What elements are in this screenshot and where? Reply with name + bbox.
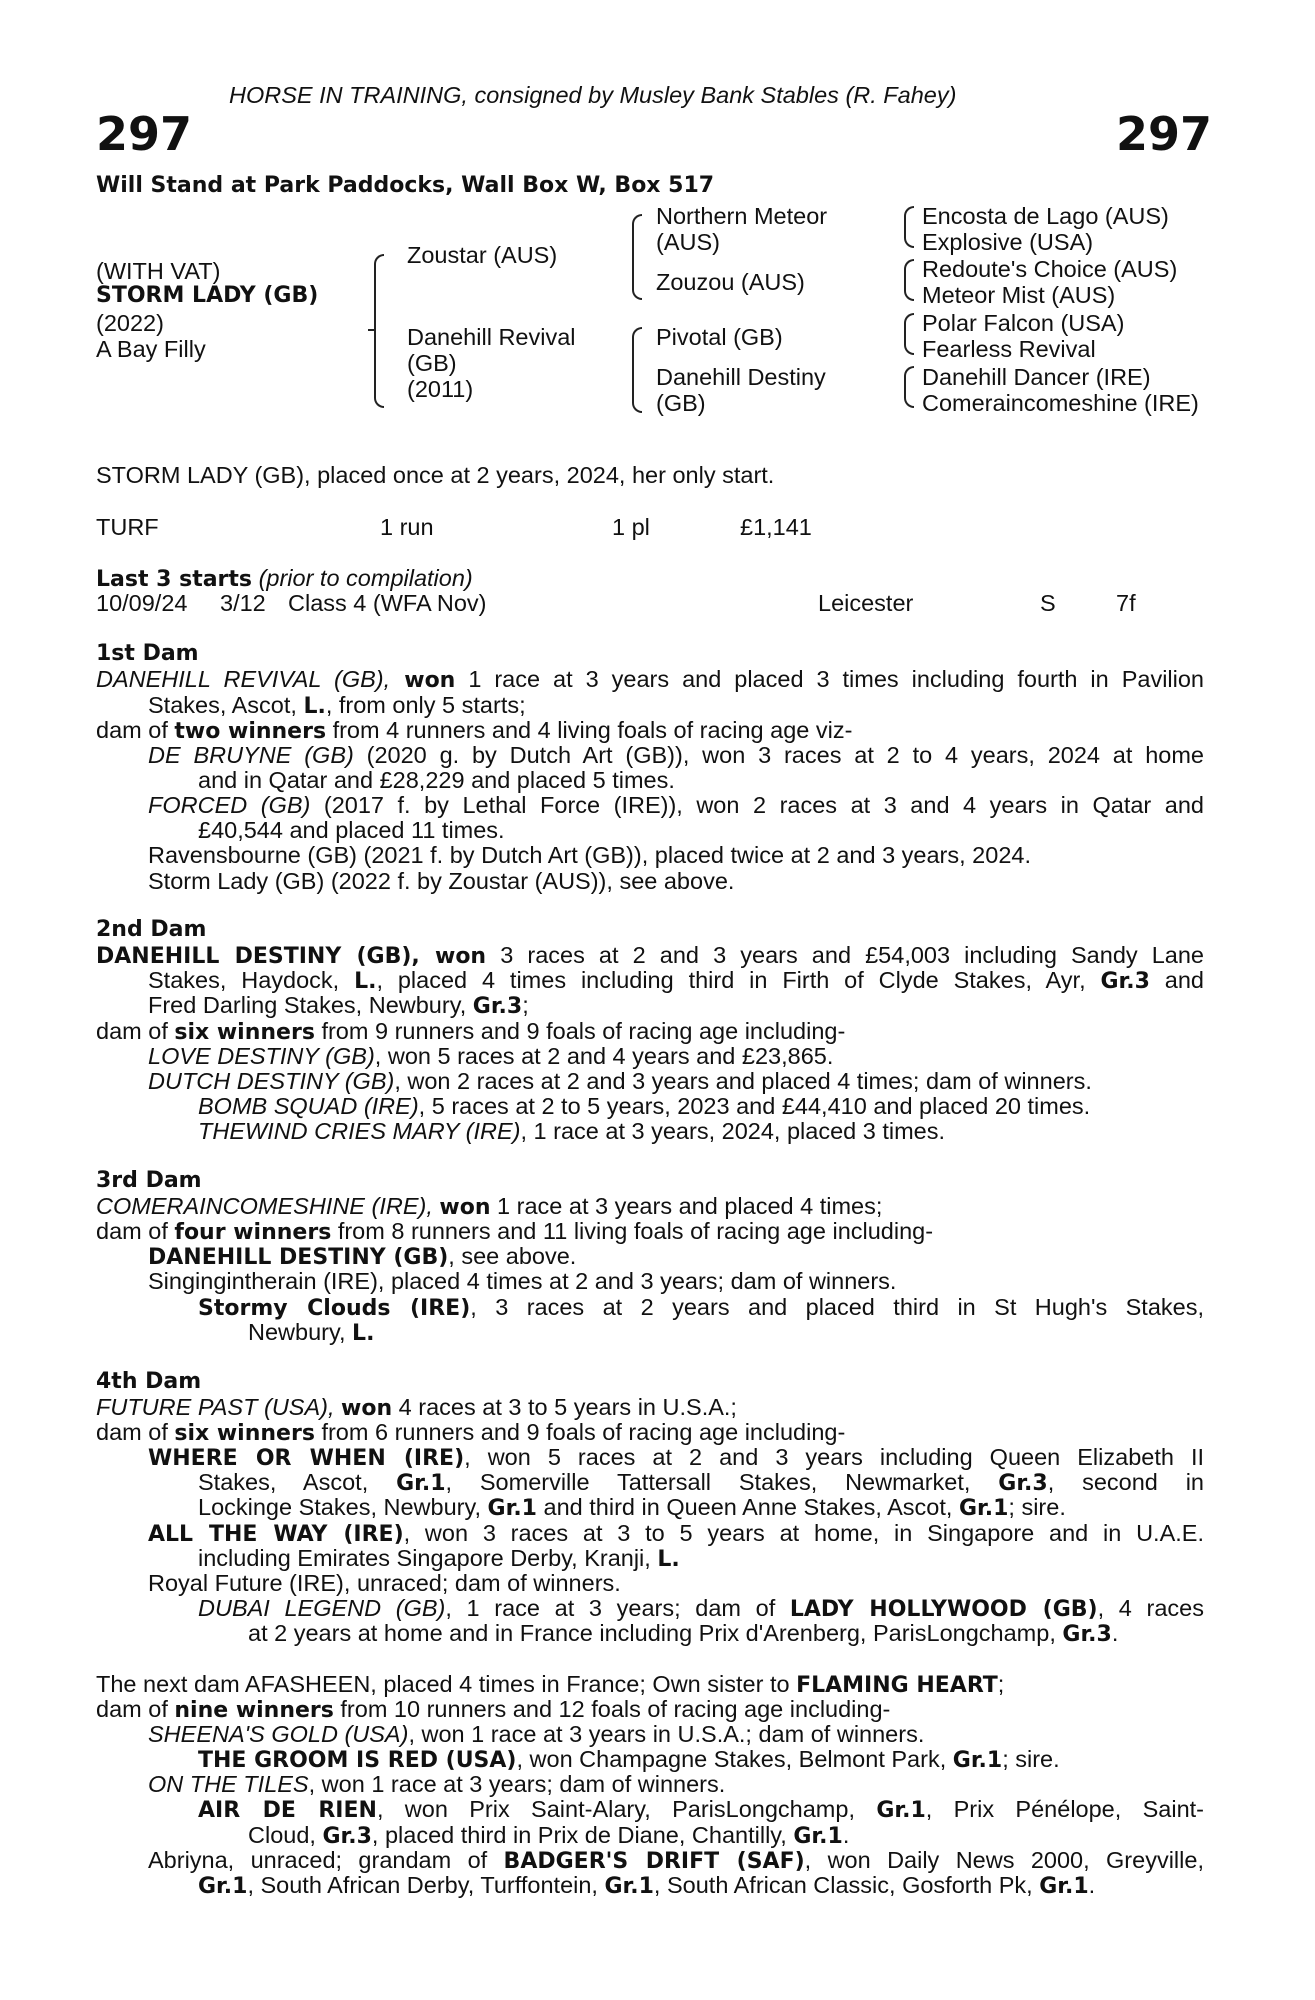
pedigree-dam-dam: Danehill Destiny <box>656 364 826 390</box>
fourth-dam-line: including Emirates Singapore Derby, Kranji, L. <box>198 1545 680 1572</box>
pedigree-brace-dam <box>632 327 642 413</box>
horse-description: A Bay Filly <box>96 336 206 362</box>
fourth-dam-line: Lockinge Stakes, Newbury, Gr.1 and third in Queen Anne Stakes, Ascot, Gr.1; sire. <box>198 1494 1066 1521</box>
fourth-dam-line: DUBAI LEGEND (GB), 1 race at 3 years; dam of LADY HOLLYWOOD (GB), 4 races <box>198 1595 1204 1622</box>
fourth-dam-heading: 4th Dam <box>96 1369 202 1394</box>
second-dam-line: dam of six winners from 9 runners and 9 foals of racing age including- <box>96 1018 846 1045</box>
consignment-line: HORSE IN TRAINING, consigned by Musley Bank Stables (R. Fahey) <box>229 82 957 108</box>
pedigree-sire-sire: (AUS) <box>656 229 720 255</box>
fourth-dam-line: ALL THE WAY (IRE), won 3 races at 3 to 5 years at home, in Singapore and in U.A.E. <box>148 1520 1204 1547</box>
pedigree-dds: Danehill Dancer (IRE) <box>922 364 1151 390</box>
pedigree-sire-dam: Zouzou (AUS) <box>656 269 805 295</box>
pedigree-sire-sire: Northern Meteor <box>656 203 828 229</box>
next-dam-line: Gr.1, South African Derby, Turffontein, Gr.1, South African Classic, Gosforth Pk, Gr.1. <box>198 1872 1096 1899</box>
first-dam-line: FORCED (GB) (2017 f. by Lethal Force (IRE)), won 2 races at 3 and 4 years in Qatar and <box>148 792 1204 818</box>
start-course: Leicester <box>818 590 914 616</box>
pedigree-brace-sire <box>632 214 642 300</box>
start-going: S <box>1040 590 1056 616</box>
start-class: Class 4 (WFA Nov) <box>288 590 487 616</box>
second-dam-line: THEWIND CRIES MARY (IRE), 1 race at 3 years, 2024, placed 3 times. <box>198 1118 946 1144</box>
third-dam-line: dam of four winners from 8 runners and 11 living foals of racing age including- <box>96 1218 934 1245</box>
stabling-location: Will Stand at Park Paddocks, Wall Box W, Box 517 <box>96 173 715 198</box>
second-dam-line: DUTCH DESTINY (GB), won 2 races at 2 and 3 years and placed 4 times; dam of winners. <box>148 1068 1092 1094</box>
fourth-dam-line: FUTURE PAST (USA), won 4 races at 3 to 5 years in U.S.A.; <box>96 1394 737 1421</box>
pedigree-sire: Zoustar (AUS) <box>407 242 558 268</box>
pedigree-dam-sire: Pivotal (GB) <box>656 324 783 350</box>
pedigree-dss: Polar Falcon (USA) <box>922 310 1125 336</box>
lot-number-right: 297 <box>1116 107 1213 161</box>
record-earnings: £1,141 <box>740 514 812 540</box>
lot-number-left: 297 <box>96 107 193 161</box>
first-dam-line: Stakes, Ascot, L., from only 5 starts; <box>148 692 526 719</box>
record-placed: 1 pl <box>612 514 650 540</box>
pedigree-dam-dam: (GB) <box>656 390 706 416</box>
pedigree-brace-ss <box>904 206 914 248</box>
second-dam-line: BOMB SQUAD (IRE), 5 races at 2 to 5 years, 2023 and £44,410 and placed 20 times. <box>198 1093 1091 1119</box>
last-starts-heading: Last 3 starts (prior to compilation) <box>96 565 473 592</box>
pedigree-sds: Redoute's Choice (AUS) <box>922 256 1178 282</box>
pedigree-brace-ds <box>904 313 914 355</box>
fourth-dam-line: Royal Future (IRE), unraced; dam of winners. <box>148 1570 621 1596</box>
pedigree-brace-main-point <box>368 329 375 331</box>
second-dam-line: Fred Darling Stakes, Newbury, Gr.3; <box>148 992 529 1019</box>
pedigree-dam: Danehill Revival <box>407 324 576 350</box>
first-dam-line: DE BRUYNE (GB) (2020 g. by Dutch Art (GB)), won 3 races at 2 to 4 years, 2024 at home <box>148 742 1204 768</box>
second-dam-heading: 2nd Dam <box>96 917 207 942</box>
horse-year: (2022) <box>96 310 164 336</box>
fourth-dam-line: Stakes, Ascot, Gr.1, Somerville Tattersall Stakes, Newmarket, Gr.3, second in <box>198 1469 1204 1496</box>
next-dam-line: ON THE TILES, won 1 race at 3 years; dam of winners. <box>148 1771 726 1797</box>
third-dam-line: DANEHILL DESTINY (GB), see above. <box>148 1243 577 1270</box>
fourth-dam-line: dam of six winners from 6 runners and 9 foals of racing age including- <box>96 1419 846 1446</box>
first-dam-line: Storm Lady (GB) (2022 f. by Zoustar (AUS)), see above. <box>148 868 735 894</box>
first-dam-heading: 1st Dam <box>96 641 199 666</box>
pedigree-brace-dd <box>904 366 914 408</box>
start-position: 3/12 <box>220 590 266 616</box>
third-dam-line: Stormy Clouds (IRE), 3 races at 2 years and placed third in St Hugh's Stakes, <box>198 1294 1204 1321</box>
record-surface: TURF <box>96 514 159 540</box>
third-dam-heading: 3rd Dam <box>96 1168 202 1193</box>
pedigree-sdd: Meteor Mist (AUS) <box>922 282 1116 308</box>
fourth-dam-line: WHERE OR WHEN (IRE), won 5 races at 2 and 3 years including Queen Elizabeth II <box>148 1444 1205 1471</box>
fourth-dam-line: at 2 years at home and in France including Prix d'Arenberg, ParisLongchamp, Gr.3. <box>248 1620 1119 1647</box>
first-dam-line: and in Qatar and £28,229 and placed 5 times. <box>198 767 675 793</box>
vat-note: (WITH VAT) <box>96 258 221 284</box>
third-dam-line: Newbury, L. <box>248 1319 375 1346</box>
first-dam-line: Ravensbourne (GB) (2021 f. by Dutch Art (GB)), placed twice at 2 and 3 years, 2024. <box>148 842 1031 868</box>
next-dam-line: dam of nine winners from 10 runners and 12 foals of racing age including- <box>96 1696 891 1723</box>
next-dam-line: The next dam AFASHEEN, placed 4 times in France; Own sister to FLAMING HEART; <box>96 1671 1005 1698</box>
pedigree-brace-sd <box>904 259 914 301</box>
start-date: 10/09/24 <box>96 590 188 616</box>
pedigree-brace-main <box>374 254 384 408</box>
start-distance: 7f <box>1116 590 1136 616</box>
record-runs: 1 run <box>380 514 434 540</box>
next-dam-line: Cloud, Gr.3, placed third in Prix de Diane, Chantilly, Gr.1. <box>248 1822 850 1849</box>
pedigree-dsd: Fearless Revival <box>922 336 1096 362</box>
next-dam-line: AIR DE RIEN, won Prix Saint-Alary, ParisLongchamp, Gr.1, Prix Pénélope, Saint- <box>198 1796 1204 1823</box>
horse-name: STORM LADY (GB) <box>96 283 319 308</box>
race-summary: STORM LADY (GB), placed once at 2 years, 2024, her only start. <box>96 462 775 488</box>
pedigree-ssd: Explosive (USA) <box>922 229 1094 255</box>
pedigree-sss: Encosta de Lago (AUS) <box>922 203 1169 229</box>
second-dam-line: Stakes, Haydock, L., placed 4 times including third in Firth of Clyde Stakes, Ayr, Gr.3 and <box>148 967 1205 994</box>
first-dam-line: DANEHILL REVIVAL (GB), won 1 race at 3 years and placed 3 times including fourth in Pavilion <box>96 666 1204 693</box>
third-dam-line: COMERAINCOMESHINE (IRE), won 1 race at 3 years and placed 4 times; <box>96 1193 883 1220</box>
pedigree-dam: (GB) <box>407 350 457 376</box>
third-dam-line: Singingintherain (IRE), placed 4 times at 2 and 3 years; dam of winners. <box>148 1268 897 1294</box>
first-dam-line: dam of two winners from 4 runners and 4 living foals of racing age viz- <box>96 717 853 744</box>
next-dam-line: THE GROOM IS RED (USA), won Champagne Stakes, Belmont Park, Gr.1; sire. <box>198 1746 1060 1773</box>
first-dam-line: £40,544 and placed 11 times. <box>198 817 505 843</box>
second-dam-line: LOVE DESTINY (GB), won 5 races at 2 and 4 years and £23,865. <box>148 1043 834 1069</box>
pedigree-dam: (2011) <box>407 376 474 402</box>
pedigree-ddd: Comeraincomeshine (IRE) <box>922 390 1199 416</box>
second-dam-line: DANEHILL DESTINY (GB), won 3 races at 2 and 3 years and £54,003 including Sandy Lane <box>96 942 1205 969</box>
next-dam-line: SHEENA'S GOLD (USA), won 1 race at 3 years in U.S.A.; dam of winners. <box>148 1721 925 1747</box>
next-dam-line: Abriyna, unraced; grandam of BADGER'S DRIFT (SAF), won Daily News 2000, Greyville, <box>148 1847 1204 1874</box>
